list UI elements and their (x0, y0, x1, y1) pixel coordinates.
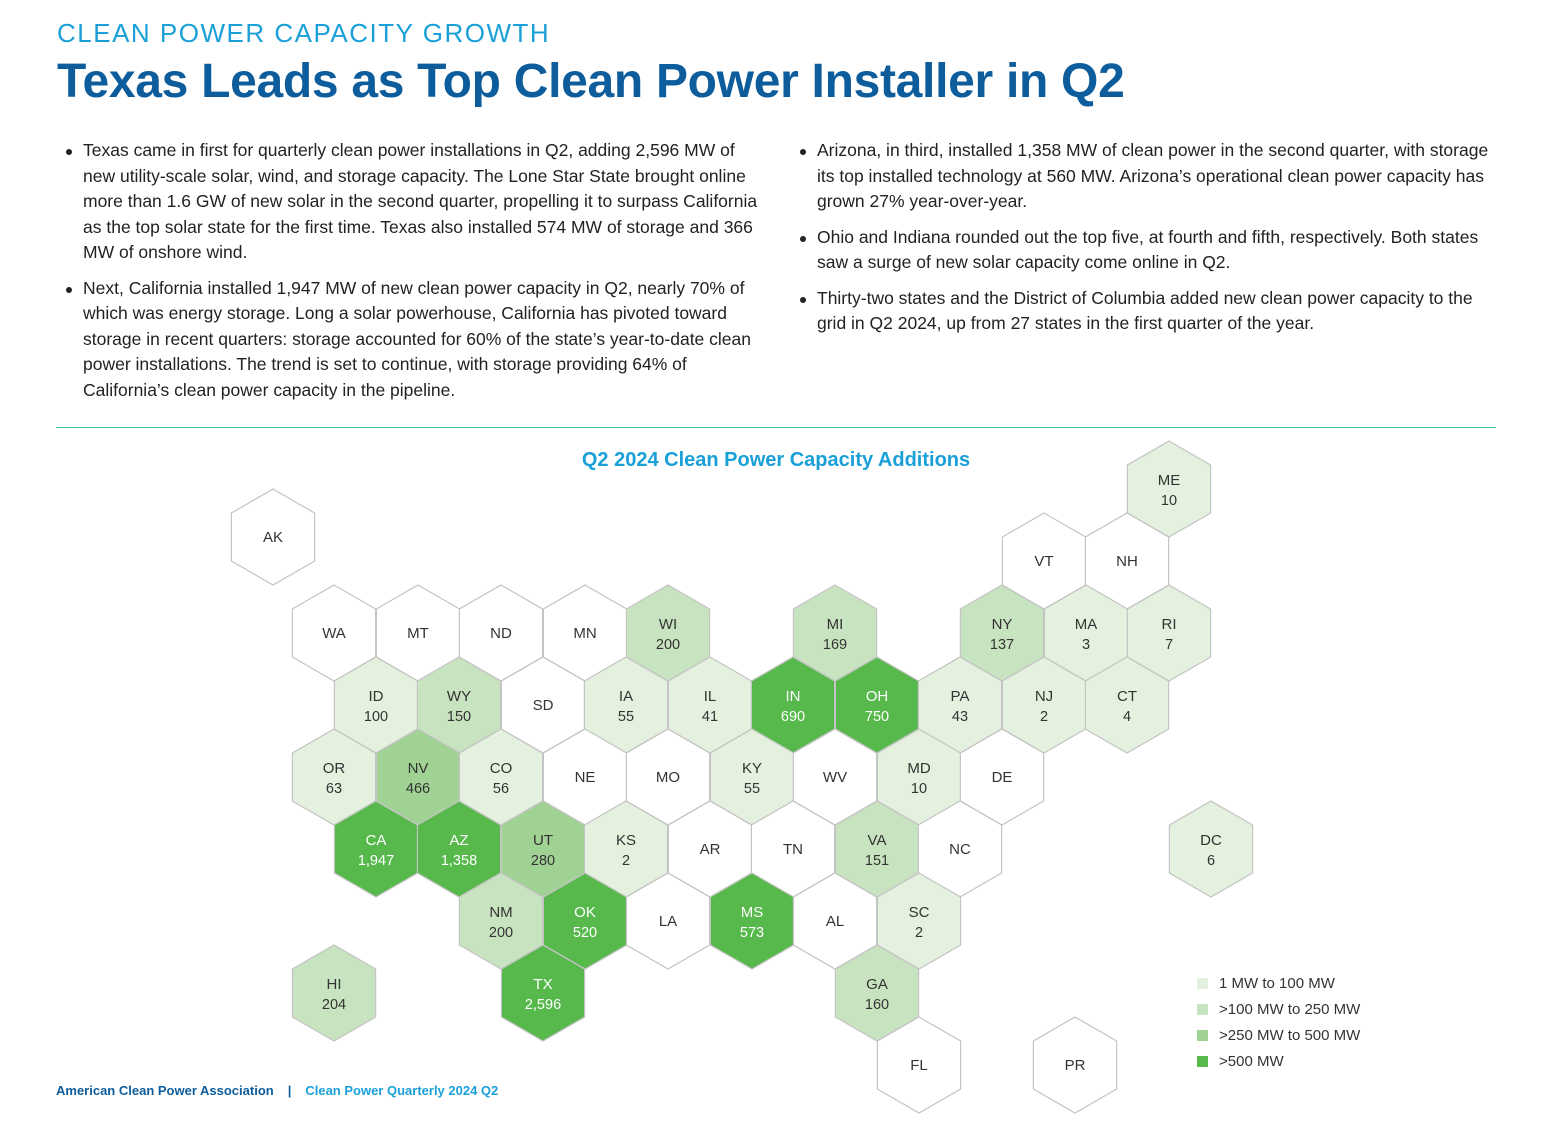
state-abbr: FL (910, 1057, 928, 1074)
state-abbr: MN (573, 625, 597, 642)
state-abbr: MD (907, 760, 931, 777)
state-abbr: SD (532, 697, 554, 714)
state-abbr: RI (1161, 616, 1177, 633)
state-abbr: WV (822, 769, 848, 786)
state-abbr: MO (655, 769, 681, 786)
state-value: 7 (1164, 637, 1174, 653)
state-value: 200 (655, 637, 681, 653)
state-abbr: KY (741, 760, 763, 777)
hex-shape (1169, 801, 1252, 897)
state-value: 2 (621, 853, 631, 869)
state-value: 4 (1122, 709, 1132, 725)
state-abbr: NC (949, 841, 971, 858)
state-abbr: NH (1116, 553, 1138, 570)
state-abbr: IN (785, 688, 801, 705)
state-abbr: CO (489, 760, 513, 777)
bullet-ohio-indiana: Ohio and Indiana rounded out the top five, at fourth and fifth, respectively. Both states saw a surge of new solar capacity come online in Q2. (798, 225, 1498, 276)
state-abbr: MA (1074, 616, 1098, 633)
bullet-california: Next, California installed 1,947 MW of new clean power capacity in Q2, nearly 70% of which was energy storage. Long a solar powerhouse, California has pivoted toward storage in recent quarters: storage accounted for 60% of the state’s year-to-date clean power installations. The trend is set to continue, with storage providing 64% of California’s clean power capacity in the pipeline. (64, 276, 764, 404)
state-abbr: MT (407, 625, 429, 642)
state-value: 2 (914, 925, 924, 941)
state-abbr: MI (826, 616, 844, 633)
map-title: Q2 2024 Clean Power Capacity Additions (581, 449, 971, 471)
state-abbr: NY (991, 616, 1013, 633)
state-value: 55 (617, 709, 635, 725)
state-abbr: NV (407, 760, 429, 777)
legend-label: >100 MW to 250 MW (1219, 1000, 1361, 1018)
map-legend (1197, 970, 1360, 1074)
hex-shape (292, 945, 375, 1041)
legend-swatch (1197, 1056, 1208, 1067)
legend-item-tier1 (1197, 970, 1360, 996)
state-abbr: GA (866, 976, 888, 993)
state-value: 204 (321, 997, 347, 1013)
legend-swatch (1197, 978, 1208, 989)
state-value: 750 (864, 709, 890, 725)
legend-label: >250 MW to 500 MW (1219, 1026, 1361, 1044)
state-value: 10 (910, 781, 928, 797)
footer-publication: Clean Power Quarterly 2024 Q2 (305, 1083, 499, 1098)
legend-swatch (1197, 1004, 1208, 1015)
legend-item-tier2 (1197, 996, 1360, 1022)
state-value: 2,596 (524, 997, 562, 1013)
state-abbr: HI (326, 976, 342, 993)
state-value: 56 (492, 781, 510, 797)
state-abbr: WY (446, 688, 472, 705)
bullet-arizona: Arizona, in third, installed 1,358 MW of clean power in the second quarter, with storage its top installed technology at 560 MW. Arizona’s operational clean power capacity has grown 27% year-over-year. (798, 138, 1498, 215)
bullet-thirty-two-states: Thirty-two states and the District of Columbia added new clean power capacity to the grid in Q2 2024, up from 27 states in the first quarter of the year. (798, 286, 1498, 337)
state-value: 151 (864, 853, 890, 869)
state-value: 43 (951, 709, 969, 725)
state-abbr: LA (658, 913, 678, 930)
state-abbr: CT (1117, 688, 1137, 705)
state-abbr: OR (322, 760, 346, 777)
legend-label: 1 MW to 100 MW (1219, 974, 1335, 992)
legend-swatch (1197, 1030, 1208, 1041)
state-value: 280 (530, 853, 556, 869)
footer-separator: | (287, 1083, 292, 1098)
state-tile-pr (1033, 1017, 1116, 1113)
state-abbr: AL (825, 913, 845, 930)
state-value: 55 (743, 781, 761, 797)
state-value: 137 (989, 637, 1015, 653)
state-abbr: WI (658, 616, 678, 633)
state-abbr: ND (490, 625, 512, 642)
state-value: 2 (1039, 709, 1049, 725)
legend-item-tier3 (1197, 1022, 1360, 1048)
state-abbr: SC (908, 904, 930, 921)
state-value: 466 (405, 781, 431, 797)
section-kicker: CLEAN POWER CAPACITY GROWTH (57, 18, 551, 48)
state-abbr: TX (533, 976, 553, 993)
state-abbr: ID (368, 688, 384, 705)
state-abbr: AK (262, 529, 284, 546)
state-abbr: IL (703, 688, 717, 705)
page-footer (56, 1083, 498, 1098)
state-abbr: DE (991, 769, 1013, 786)
page-title: Texas Leads as Top Clean Power Installer in Q2 (57, 55, 1125, 108)
state-abbr: CA (365, 832, 387, 849)
state-abbr: DC (1200, 832, 1222, 849)
state-value: 63 (325, 781, 343, 797)
state-abbr: IA (618, 688, 634, 705)
state-abbr: AZ (449, 832, 469, 849)
legend-item-tier4 (1197, 1048, 1360, 1074)
state-value: 41 (701, 709, 719, 725)
state-value: 6 (1206, 853, 1216, 869)
state-value: 1,358 (440, 853, 478, 869)
state-value: 3 (1081, 637, 1091, 653)
state-abbr: TN (783, 841, 803, 858)
state-value: 200 (488, 925, 514, 941)
state-value: 573 (739, 925, 765, 941)
bullet-texas: Texas came in first for quarterly clean power installations in Q2, adding 2,596 MW of new utility-scale solar, wind, and storage capacity. The Lone Star State brought online more than 1.6 GW of new solar in the second quarter, propelling it to surpass California as the top solar state for the first time. Texas also installed 574 MW of storage and 366 MW of onshore wind. (64, 138, 764, 266)
state-value: 160 (864, 997, 890, 1013)
state-abbr: MS (740, 904, 764, 921)
legend-label: >500 MW (1219, 1052, 1284, 1070)
state-abbr: UT (533, 832, 553, 849)
state-tile-ak (231, 489, 314, 585)
footer-org: American Clean Power Association (56, 1083, 274, 1098)
state-abbr: VT (1034, 553, 1054, 570)
state-value: 10 (1160, 493, 1178, 509)
state-abbr: PA (950, 688, 970, 705)
state-tile-dc (1169, 801, 1252, 897)
state-value: 150 (446, 709, 472, 725)
state-abbr: NE (574, 769, 596, 786)
state-value: 690 (780, 709, 806, 725)
state-abbr: OH (865, 688, 889, 705)
state-value: 1,947 (357, 853, 395, 869)
state-value: 100 (363, 709, 389, 725)
state-tile-hi (292, 945, 375, 1041)
state-abbr: ME (1157, 472, 1181, 489)
state-abbr: PR (1064, 1057, 1086, 1074)
state-abbr: AR (699, 841, 721, 858)
state-abbr: OK (574, 904, 596, 921)
state-abbr: VA (867, 832, 887, 849)
state-value: 169 (822, 637, 848, 653)
state-abbr: WA (322, 625, 346, 642)
state-value: 520 (572, 925, 598, 941)
state-abbr: KS (615, 832, 637, 849)
state-abbr: NJ (1034, 688, 1054, 705)
state-abbr: NM (489, 904, 513, 921)
